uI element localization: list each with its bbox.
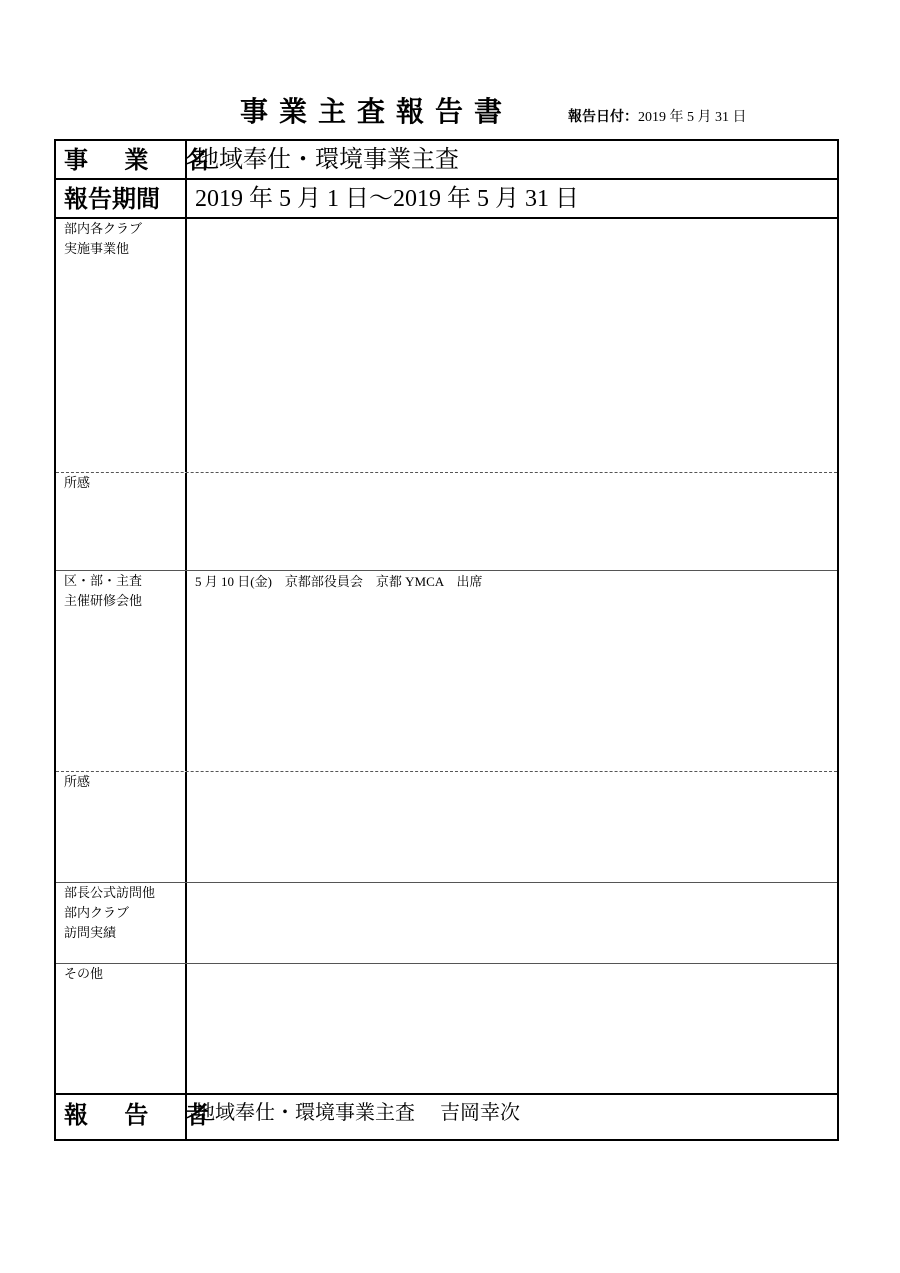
- impressions-label-2: 所感: [56, 772, 187, 882]
- document-title: 事業主査報告書: [240, 95, 514, 128]
- other-row: [56, 964, 837, 1095]
- district-events-row: [56, 571, 837, 772]
- report-period-label: 報告期間: [56, 180, 187, 217]
- report-period-value: 2019 年 5 月 1 日～2019 年 5 月 31 日: [195, 186, 579, 212]
- other-label: その他: [56, 964, 187, 1093]
- club-activities-label-line: 実施事業他: [64, 242, 130, 257]
- district-events-label-line: 区・部・主査: [64, 574, 143, 589]
- report-form: [54, 139, 839, 1141]
- visits-content: [187, 883, 837, 963]
- club-activities-label-line: 部内各クラブ: [64, 222, 143, 237]
- district-event-entry: 5 月 10 日(金) 京都部役員会 京都 YMCA 出席: [195, 574, 483, 589]
- project-name-label: 事 業 名: [56, 141, 187, 178]
- club-activities-content: [187, 219, 837, 472]
- project-name-row: [56, 141, 837, 180]
- report-date: [568, 106, 747, 129]
- club-activities-label: [56, 219, 187, 472]
- impressions-row-2: [56, 772, 837, 883]
- district-events-label: [56, 571, 187, 771]
- project-name-value: 地域奉仕・環境事業主査: [195, 147, 459, 173]
- reporter-value: 地域奉仕・環境事業主査 吉岡幸次: [195, 1102, 520, 1124]
- impressions-row-1: [56, 473, 837, 571]
- visits-label-line: 部長公式訪問他: [64, 886, 156, 901]
- club-activities-row: [56, 219, 837, 473]
- district-events-label-line: 主催研修会他: [64, 594, 143, 609]
- other-content: [187, 964, 837, 1093]
- report-date-value: 2019 年 5 月 31 日: [638, 110, 747, 125]
- impressions-content-2: [187, 772, 837, 882]
- report-date-label: 報告日付：: [568, 109, 638, 125]
- reporter-row: [56, 1095, 837, 1139]
- visits-row: [56, 883, 837, 964]
- impressions-label-1: 所感: [56, 473, 187, 570]
- report-period-row: [56, 180, 837, 219]
- visits-label-line: 部内クラブ: [64, 906, 130, 921]
- visits-label-line: 訪問実績: [64, 926, 117, 941]
- reporter-label: 報 告 者: [56, 1095, 187, 1139]
- impressions-content-1: [187, 473, 837, 570]
- visits-label: [56, 883, 187, 963]
